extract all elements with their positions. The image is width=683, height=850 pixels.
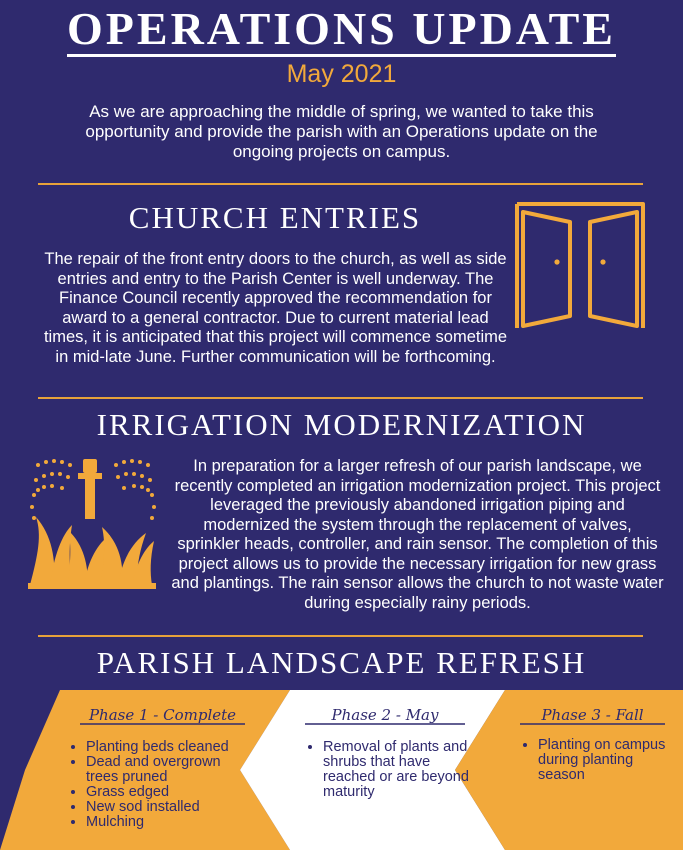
church-entries-title: CHURCH ENTRIES	[128, 200, 422, 235]
irrigation-body: In preparation for a larger refresh of our parish landscape, we recently completed an irrigation modernization project. This project leveraged the previously abandoned irrigation piping and modernized the system through the replacement of valves, sprinkler heads, controller, and rain sensor. The completion of this project allows us to provide the necessary irrigation for new grass and plantings. The rain sensor allows the church to not waste water during especially rainy periods.	[171, 457, 664, 612]
page-title: OPERATIONS UPDATE	[0, 2, 683, 55]
phase-3-list	[520, 738, 678, 783]
phase-timeline	[0, 690, 683, 850]
phase-1-title: Phase 1 - Complete	[88, 706, 237, 724]
date-subtitle: May 2021	[286, 60, 397, 88]
divider	[38, 397, 643, 399]
list-item: • New sod installed	[86, 800, 286, 815]
phase-2-list	[305, 740, 473, 800]
divider	[38, 183, 643, 185]
intro-text: As we are approaching the middle of spring, we wanted to take this opportunity and provide the parish with an Operations update on the ongoing projects on campus.	[85, 102, 598, 161]
phase-1-list	[68, 740, 286, 830]
list-item: • Planting on campus during planting season	[538, 738, 678, 783]
church-entries-body: The repair of the front entry doors to the church, as well as side entries and entry to the Parish Center is well underway. The Finance Council recently approved the recommendation for award to a general contractor. Due to current material lead times, it is anticipated that this project will commence sometime in mid-late June. Further communication will be forthcoming.	[43, 250, 508, 366]
list-item: • Dead and overgrown trees pruned	[86, 755, 236, 785]
list-item: • Grass edged	[86, 785, 286, 800]
sprinkler-grass-icon	[28, 455, 158, 595]
phase-3-title: Phase 3 - Fall	[541, 706, 644, 724]
divider	[38, 635, 643, 637]
list-item: • Planting beds cleaned	[86, 740, 286, 755]
list-item: • Removal of plants and shrubs that have reached or are beyond maturity	[323, 740, 473, 800]
landscape-title: PARISH LANDSCAPE REFRESH	[96, 645, 587, 680]
irrigation-title: IRRIGATION MODERNIZATION	[96, 407, 587, 442]
phase-2-title: Phase 2 - May	[331, 706, 439, 724]
list-item: • Mulching	[86, 815, 286, 830]
open-doors-icon	[510, 198, 650, 341]
